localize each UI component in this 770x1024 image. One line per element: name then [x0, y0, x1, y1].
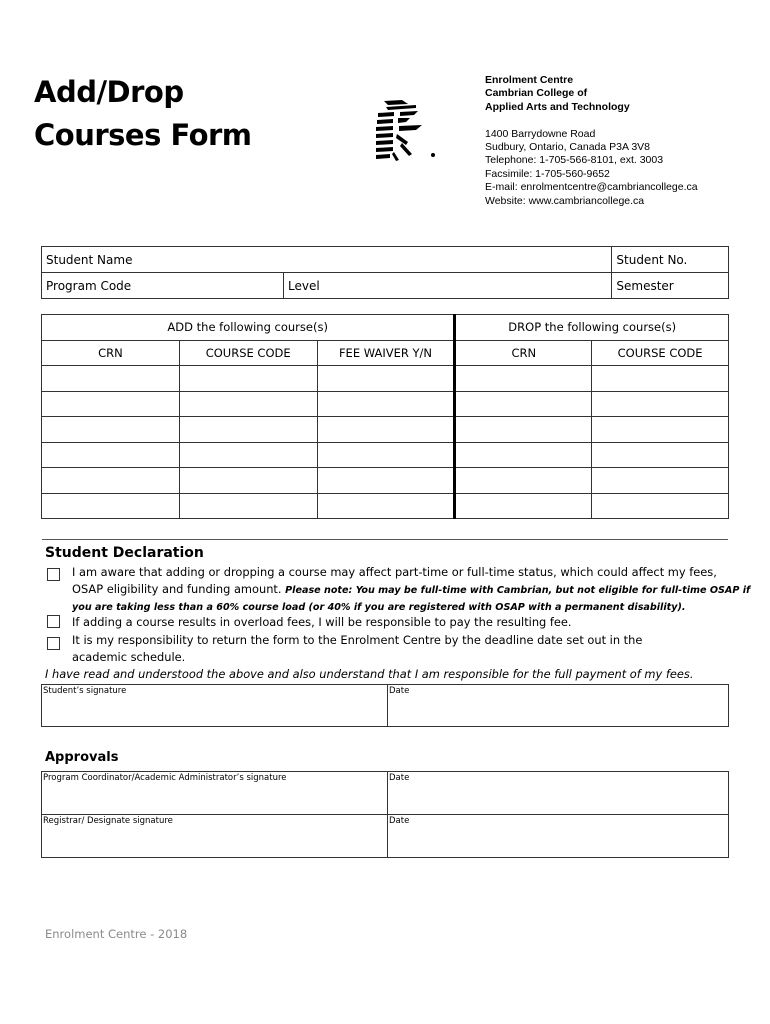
declaration-item-3 — [72, 632, 642, 666]
student-name-field[interactable] — [42, 247, 612, 273]
add-course-code-cell[interactable] — [179, 493, 317, 519]
address-line1: 1400 Barrydowne Road — [485, 127, 596, 140]
student-signature-field[interactable] — [42, 685, 388, 727]
approvals-table — [41, 771, 729, 858]
courses-table — [41, 314, 729, 519]
student-date-label: Date — [389, 686, 410, 696]
osap-note-line1: Please note: You may be full-time with Cambrian, but not eligible for full-time OSAP if — [285, 585, 751, 596]
add-crn-cell[interactable] — [42, 468, 180, 494]
contact-block — [485, 74, 698, 208]
student-info-table — [41, 246, 729, 299]
fee-waiver-cell[interactable] — [317, 391, 455, 417]
cambrian-logo-icon — [372, 98, 440, 164]
section-divider — [42, 539, 728, 540]
declaration-checkbox-2[interactable] — [47, 615, 60, 628]
declaration-item-3-line2: academic schedule. — [72, 650, 186, 664]
course-row — [42, 366, 729, 392]
footer-text: Enrolment Centre - 2018 — [45, 927, 188, 941]
course-row — [42, 417, 729, 443]
add-course-code-cell[interactable] — [179, 391, 317, 417]
course-row — [42, 468, 729, 494]
fee-waiver-cell[interactable] — [317, 417, 455, 443]
add-course-code-cell[interactable] — [179, 417, 317, 443]
drop-course-code-cell[interactable] — [592, 493, 729, 519]
drop-course-code-cell[interactable] — [592, 442, 729, 468]
telephone: Telephone: 1-705-566-8101, ext. 3003 — [485, 154, 664, 167]
form-title-line2: Courses Form — [34, 118, 252, 152]
add-crn-cell[interactable] — [42, 493, 180, 519]
college-name-line1: Cambrian College of — [485, 87, 588, 100]
semester-label: Semester — [616, 278, 674, 293]
semester-field[interactable] — [612, 273, 729, 299]
program-code-label: Program Code — [46, 278, 132, 293]
fee-waiver-cell[interactable] — [317, 442, 455, 468]
add-course-code-header: COURSE CODE — [179, 340, 317, 366]
add-crn-cell[interactable] — [42, 442, 180, 468]
student-no-label: Student No. — [616, 252, 688, 267]
add-crn-cell[interactable] — [42, 417, 180, 443]
add-course-code-cell[interactable] — [179, 442, 317, 468]
declaration-item-1-line2: OSAP eligibility and funding amount. — [72, 582, 282, 596]
course-row — [42, 391, 729, 417]
declaration-checkbox-3[interactable] — [47, 637, 60, 650]
coordinator-signature-label: Program Coordinator/Academic Administrator’s signature — [43, 773, 287, 783]
fee-waiver-cell[interactable] — [317, 366, 455, 392]
student-no-field[interactable] — [612, 247, 729, 273]
registrar-signature-label: Registrar/ Designate signature — [43, 816, 173, 826]
college-name-line2: Applied Arts and Technology — [485, 100, 630, 113]
form-title-line1: Add/Drop — [34, 75, 184, 109]
declaration-item-3-line1: It is my responsibility to return the form to the Enrolment Centre by the deadline date set out in the — [72, 633, 643, 647]
facsimile: Facsimile: 1-705-560-9652 — [485, 167, 610, 180]
drop-heading: DROP the following course(s) — [455, 315, 729, 341]
drop-course-code-cell[interactable] — [592, 417, 729, 443]
website: Website: www.cambriancollege.ca — [485, 194, 645, 207]
drop-course-code-cell[interactable] — [592, 366, 729, 392]
approvals-title: Approvals — [45, 750, 119, 765]
fee-waiver-header: FEE WAIVER Y/N — [317, 340, 455, 366]
drop-crn-cell[interactable] — [455, 493, 592, 519]
program-code-field[interactable] — [42, 273, 284, 299]
declaration-title: Student Declaration — [45, 545, 204, 561]
add-course-code-cell[interactable] — [179, 366, 317, 392]
course-row — [42, 493, 729, 519]
drop-course-code-cell[interactable] — [592, 391, 729, 417]
registrar-date-label: Date — [389, 816, 410, 826]
add-crn-header: CRN — [42, 340, 180, 366]
drop-crn-cell[interactable] — [455, 366, 592, 392]
drop-crn-cell[interactable] — [455, 417, 592, 443]
declaration-checkbox-1[interactable] — [47, 568, 60, 581]
student-date-field[interactable] — [388, 685, 729, 727]
drop-course-code-header: COURSE CODE — [592, 340, 729, 366]
declaration-item-1 — [72, 564, 751, 616]
coordinator-date-field[interactable] — [388, 772, 729, 815]
osap-note-line2: you are taking less than a 60% course load (or 40% if you are registered with OSAP with a permanent disability). — [72, 602, 686, 613]
drop-crn-cell[interactable] — [455, 442, 592, 468]
student-signature-table — [41, 684, 729, 727]
drop-crn-cell[interactable] — [455, 391, 592, 417]
address-line2: Sudbury, Ontario, Canada P3A 3V8 — [485, 141, 650, 154]
course-row — [42, 442, 729, 468]
declaration-item-2: If adding a course results in overload fees, I will be responsible to pay the resulting fee. — [72, 615, 572, 629]
student-signature-label: Student’s signature — [43, 686, 127, 696]
student-name-label: Student Name — [46, 252, 133, 267]
registrar-date-field[interactable] — [388, 815, 729, 858]
level-field[interactable] — [284, 273, 612, 299]
add-heading: ADD the following course(s) — [42, 315, 455, 341]
coordinator-date-label: Date — [389, 773, 410, 783]
drop-crn-cell[interactable] — [455, 468, 592, 494]
drop-crn-header: CRN — [455, 340, 592, 366]
office-name: Enrolment Centre — [485, 74, 574, 86]
fee-waiver-cell[interactable] — [317, 468, 455, 494]
add-crn-cell[interactable] — [42, 366, 180, 392]
add-crn-cell[interactable] — [42, 391, 180, 417]
level-label: Level — [288, 278, 320, 293]
email: E-mail: enrolmentcentre@cambriancollege.ca — [485, 181, 698, 194]
declaration-item-1-line1: I am aware that adding or dropping a course may affect part-time or full-time status, which could affect my fees, — [72, 565, 717, 579]
drop-course-code-cell[interactable] — [592, 468, 729, 494]
acknowledgement-text: I have read and understood the above and also understand that I am responsible for the full payment of my fees. — [45, 667, 694, 681]
coordinator-signature-field[interactable] — [42, 772, 388, 815]
fee-waiver-cell[interactable] — [317, 493, 455, 519]
registrar-signature-field[interactable] — [42, 815, 388, 858]
add-course-code-cell[interactable] — [179, 468, 317, 494]
